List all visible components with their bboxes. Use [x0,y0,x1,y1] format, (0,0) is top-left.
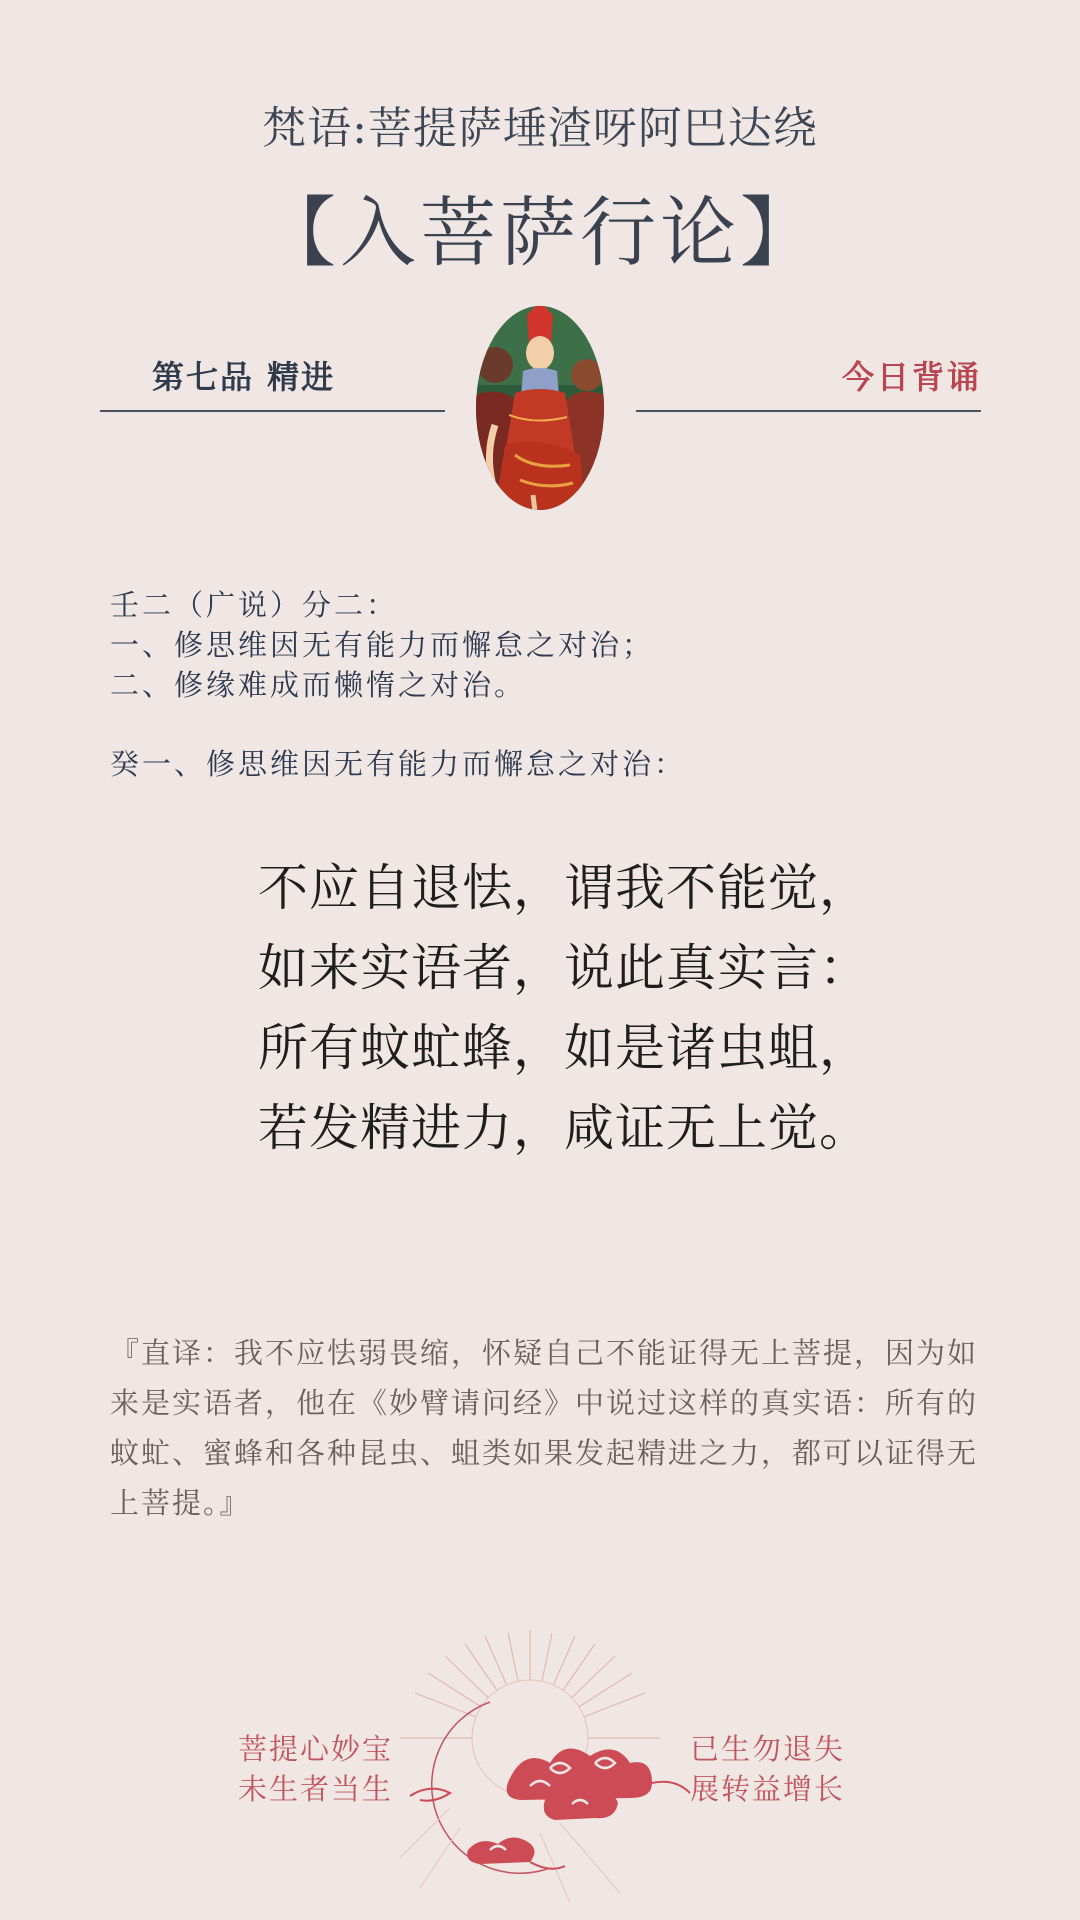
verse-line-2: 如来实语者，说此真实言： [258,939,870,997]
outline-item-1: 一、修思维因无有能力而懈怠之对治； [110,628,655,662]
divider-left [100,410,445,412]
page-title: 【入菩萨行论】 [260,188,820,277]
outline-heading: 壬二（广说）分二： [110,588,399,622]
motto-right-line-1: 已生勿退失 [690,1732,846,1766]
motto-right-line-2: 展转益增长 [690,1772,846,1806]
today-recite-label: 今日背诵 [841,358,982,396]
chapter-label: 第七品 精进 [152,358,336,396]
bodhisattva-portrait-icon [475,305,605,511]
verse-line-3: 所有蚊虻蜂，如是诸虫蛆， [258,1019,870,1077]
outline-subheading: 癸一、修思维因无有能力而懈怠之对治： [110,747,687,781]
divider-right [636,410,981,412]
verse-line-1: 不应自退怯，谓我不能觉， [258,859,870,917]
moon-cloud-ornament-icon [390,1628,700,1908]
translation-paragraph: 『直译：我不应怯弱畏缩，怀疑自己不能证得无上菩提，因为如来是实语者，他在《妙臂请问经》中说过这样的真实语：所有的蚊虻、蜜蜂和各种昆虫、蛆类如果发起精进之力，都可以证得无上菩提。』 [110,1336,979,1520]
motto-left-line-2: 未生者当生 [238,1772,394,1806]
motto-left-line-1: 菩提心妙宝 [238,1732,394,1766]
outline-item-2: 二、修缘难成而懒惰之对治。 [110,668,527,702]
verse-line-4: 若发精进力，咸证无上觉。 [258,1099,870,1157]
sanskrit-subtitle: 梵语:菩提萨埵渣呀阿巴达绕 [262,103,818,154]
